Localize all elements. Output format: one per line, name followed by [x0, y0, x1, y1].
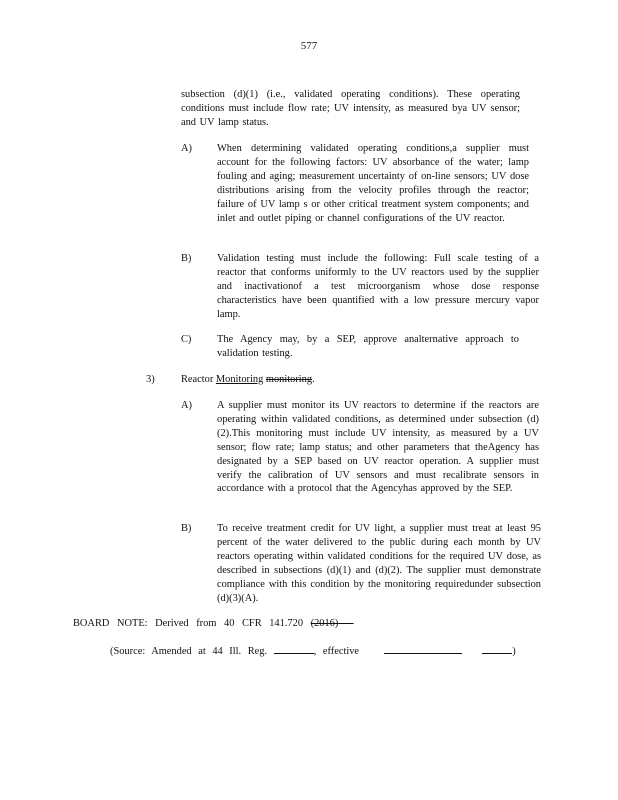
item-2c-text: The Agency may, by a SEP, approve analternative approach to validation testing.: [217, 334, 519, 359]
section-3-heading: [181, 373, 315, 387]
source-mid: , effective: [313, 646, 360, 657]
source-prefix: (Source: Amended at 44 Ill. Reg.: [110, 646, 268, 657]
source-end: ): [512, 646, 516, 657]
effective-date-blank-2: [482, 643, 512, 654]
board-note-text: BOARD NOTE: Derived from 40 CFR 141.720: [73, 618, 304, 629]
register-page-blank: [274, 643, 314, 654]
board-note: [73, 617, 354, 631]
source-line: [110, 643, 516, 659]
heading-suffix: .: [312, 374, 315, 385]
board-note-deleted: (2016): [310, 618, 339, 629]
heading-deleted: monitoring: [265, 374, 313, 385]
item-2a-text: When determining validated operating conditions,a supplier must account for the following factors: UV absorbance of the water; lamp fouling and aging; measurement uncertainty of on-line sensors; UV dose distributions arising from the velocity profiles through the reactor; failure of UV lamp s or other critical treatment system components; and inlet and outlet piping or channel configurations of the UV reactor.: [217, 143, 529, 224]
item-3a-label: A): [181, 400, 192, 411]
heading-inserted: Monitoring: [215, 374, 264, 385]
heading-prefix: Reactor: [181, 374, 214, 385]
item-2b-label: B): [181, 253, 192, 264]
intro-paragraph: subsection (d)(1) (i.e., validated operating conditions). These operating conditions must include flow rate; UV intensity, as measured bya UV sensor; and UV lamp status.: [181, 89, 520, 128]
item-2a-label: A): [181, 143, 192, 154]
item-2b-text: Validation testing must include the following: Full scale testing of a reactor that conforms uniformly to the UV reactors used by the supplier and inactivationof a test microorganism whose dose response characteristics have been quantified with a low pressure mercury vapor lamp.: [217, 253, 539, 320]
effective-date-blank: [384, 643, 462, 654]
item-2c-label: C): [181, 334, 192, 345]
item-3b-label: B): [181, 523, 192, 534]
page-number: 577: [300, 40, 318, 52]
item-3b-text: To receive treatment credit for UV light, a supplier must treat at least 95 percent of the water delivered to the public during each month by UV reactors operating within validated conditions for the required UV dose, as described in subsections (d)(1) and (d)(2). The supplier must demonstrate compliance with this condition by the monitoring requiredunder subsection (d)(3)(A).: [217, 523, 541, 604]
item-3a-text: A supplier must monitor its UV reactors to determine if the reactors are operating within validated conditions, as determined under subsection (d)(2).This monitoring must include UV intensity, as measured by a UV sensor; flow rate; lamp status; and other parameters that theAgency has designated by a SEP based on UV reactor operation. A supplier must verify the calibration of UV sensors and must recalibrate sensors in accordance with a protocol that the Agencyhas approved by the SEP.: [217, 400, 539, 495]
section-3-number: 3): [146, 374, 155, 385]
